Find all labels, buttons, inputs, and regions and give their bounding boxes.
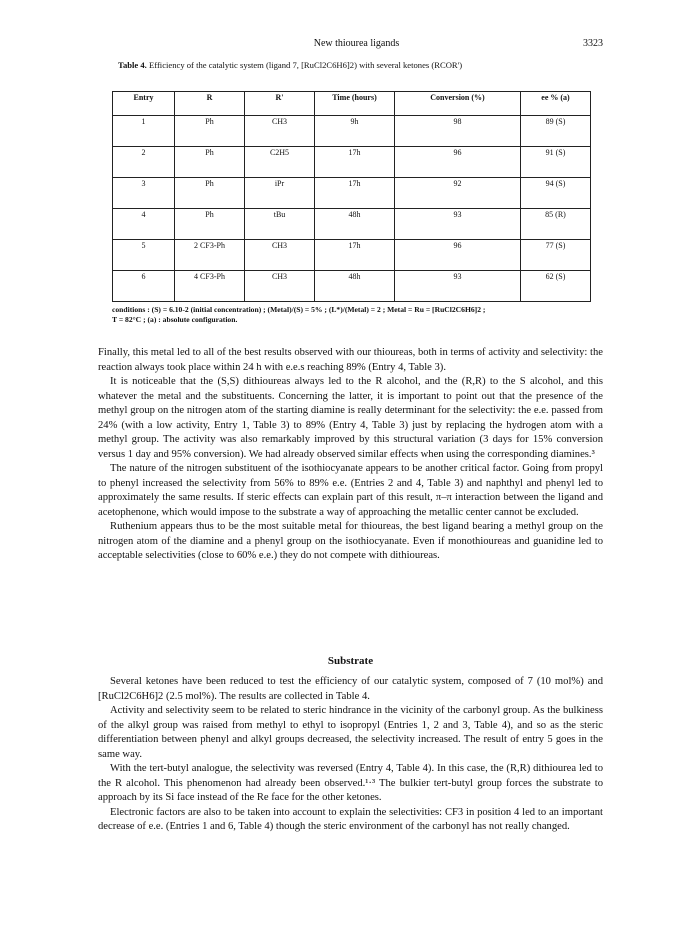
cell-conversion: 92 (395, 178, 521, 209)
cell-time: 9h (315, 116, 395, 147)
table-conditions-note (112, 305, 602, 325)
body-text-top (98, 346, 603, 564)
paragraph: Activity and selectivity seem to be related to steric hindrance in the vicinity of the carbonyl group. As the bulkiness of the alkyl group was raised from methyl to ethyl to isopropyl (Entries 1, 2 and 3, Table 4), and so as the steric differentiation between phenyl and alkyl groups decreased, the selectivity increased. The result of entry 5 goes in the same way. (98, 705, 603, 760)
cell-r: Ph (175, 116, 245, 147)
table-caption-label: Table 4. (118, 60, 147, 70)
table-header (113, 92, 591, 116)
cell-ee: 94 (S) (521, 178, 591, 209)
table-caption-text: Efficiency of the catalytic system (ligand 7, [RuCl2C6H6]2) with several ketones (RCOR') (148, 60, 463, 70)
cell-time: 17h (315, 147, 395, 178)
cell-entry: 5 (113, 240, 175, 271)
cell-r: Ph (175, 209, 245, 240)
cell-conversion: 93 (395, 209, 521, 240)
cell-entry: 1 (113, 116, 175, 147)
cell-r-prime: tBu (245, 209, 315, 240)
cell-r-prime: CH3 (245, 116, 315, 147)
paragraph: Electronic factors are also to be taken into account to explain the selectivities: CF3 in position 4 led to an important decrease of e.e. (Entries 1 and 6, Table 4) though the steric environment of the carbonyl has not really changed. (98, 806, 603, 832)
cell-r-prime: CH3 (245, 271, 315, 302)
table-row (113, 147, 591, 178)
cell-r-prime: iPr (245, 178, 315, 209)
col-header-entry: Entry (113, 92, 175, 116)
paragraph: Several ketones have been reduced to test the efficiency of our catalytic system, composed of 7 (10 mol%) and [RuCl2C6H6]2 (2.5 mol%). The results are collected in Table 4. (98, 676, 603, 702)
body-text-bottom (98, 675, 603, 835)
paragraph: With the tert-butyl analogue, the selectivity was reversed (Entry 4, Table 4). In this case, the (R,R) dithiourea led to the R alcohol. This phenomenon had already been observed.¹·³ The bulkier tert-butyl group forces the substrate to approach by its Si face instead of the Re face for the other ketones. (98, 763, 603, 803)
cell-r: Ph (175, 178, 245, 209)
cell-r-prime: CH3 (245, 240, 315, 271)
paragraph: Finally, this metal led to all of the best results observed with our thioureas, both in terms of activity and selectivity: the reaction always took place within 24 h with e.e.s reaching 89% (Entry 4, Table 3). (98, 347, 603, 373)
paragraph: Ruthenium appears thus to be the most suitable metal for thioureas, the best ligand bearing a methyl group on the nitrogen atom of the diamine and a phenyl group on the isothiocyanate. Even if monothioureas and guanidine led to acceptable selectivities (close to 60% e.e.) they do not compete with dithioureas. (98, 521, 603, 561)
table-row (113, 178, 591, 209)
cell-conversion: 96 (395, 147, 521, 178)
table-caption (118, 60, 588, 71)
cell-conversion: 96 (395, 240, 521, 271)
cell-ee: 89 (S) (521, 116, 591, 147)
paragraph: It is noticeable that the (S,S) dithioureas always led to the R alcohol, and the (R,R) to the S alcohol, and this whatever the metal and the substituents. Concerning the latter, it is important to point out that the presence of the methyl group on the nitrogen atom of the starting diamine is really determinant for the selectivity: the e.e. passed from 24% (with a low activity, Entry 1, Table 3) to 89% (Entry 4, Table 3) just by replacing the hydrogen atom with a methyl group. The activity was also remarkably improved by this structural variation (3 days for 15% conversion versus 1 day and 95% conversion). We had already observed similar effects when using the corresponding diamines.³ (98, 376, 603, 460)
col-header-conversion: Conversion (%) (395, 92, 521, 116)
cell-ee: 91 (S) (521, 147, 591, 178)
col-header-ee: ee % (a) (521, 92, 591, 116)
cell-conversion: 98 (395, 116, 521, 147)
table-header-row (113, 92, 591, 116)
results-table (112, 91, 591, 302)
table-row (113, 116, 591, 147)
cell-entry: 3 (113, 178, 175, 209)
cell-ee: 62 (S) (521, 271, 591, 302)
table-row (113, 240, 591, 271)
conditions-line-2: T = 82°C ; (a) : absolute configuration. (112, 315, 238, 324)
cell-entry: 6 (113, 271, 175, 302)
paragraph: The nature of the nitrogen substituent of the isothiocyanate appears to be another critical factor. Going from propyl to phenyl increased the selectivity from 56% to 89% e.e. (Entries 2 and 4, Table 3) and naphthyl and phenyl led to approximately the same results. If steric effects can explain part of this result, π–π interaction between the ligand and acetophenone, which would impose to the substrate a way of approaching the metallic center cannot be excluded. (98, 463, 603, 518)
cell-conversion: 93 (395, 271, 521, 302)
table-row (113, 209, 591, 240)
cell-r: Ph (175, 147, 245, 178)
section-heading: Substrate (327, 655, 374, 667)
conditions-line-1: conditions : (S) = 6.10-2 (initial concentration) ; (Metal)/(S) = 5% ; (L*)/(Metal) = 2 ; Metal = Ru = [RuCl2C6H6]2 ; (112, 305, 486, 314)
col-header-r: R (175, 92, 245, 116)
cell-entry: 2 (113, 147, 175, 178)
col-header-r-prime: R' (245, 92, 315, 116)
cell-r: 2 CF3-Ph (175, 240, 245, 271)
running-title: New thiourea ligands (313, 38, 400, 49)
table-body (113, 116, 591, 302)
cell-r-prime: C2H5 (245, 147, 315, 178)
page-number: 3323 (583, 38, 603, 49)
col-header-time: Time (hours) (315, 92, 395, 116)
cell-ee: 85 (R) (521, 209, 591, 240)
cell-time: 48h (315, 209, 395, 240)
cell-r: 4 CF3-Ph (175, 271, 245, 302)
cell-time: 48h (315, 271, 395, 302)
cell-time: 17h (315, 240, 395, 271)
cell-ee: 77 (S) (521, 240, 591, 271)
running-head (110, 38, 603, 52)
table-row (113, 271, 591, 302)
cell-time: 17h (315, 178, 395, 209)
cell-entry: 4 (113, 209, 175, 240)
